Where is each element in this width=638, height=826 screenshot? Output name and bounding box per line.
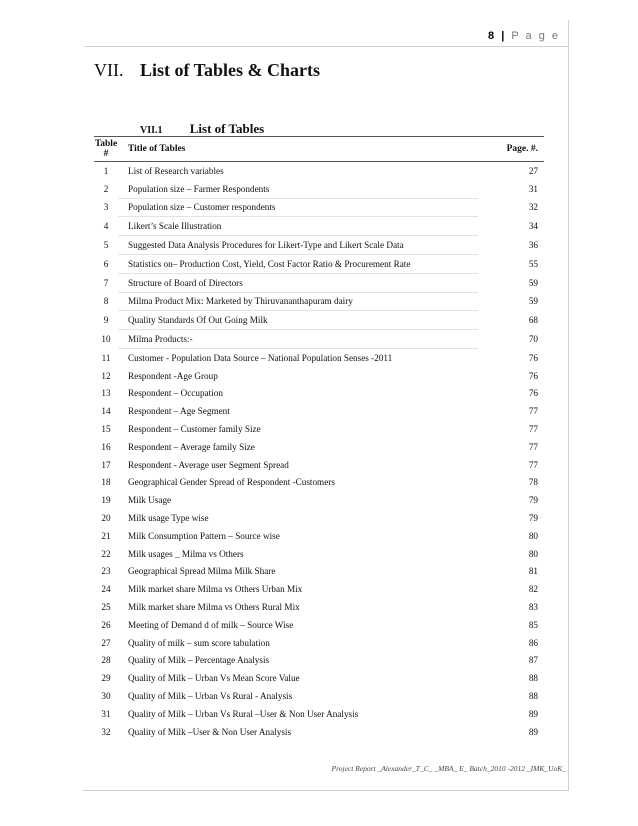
row-title: Customer - Population Data Source – National Population Senses -2011	[128, 352, 393, 363]
table-row	[94, 527, 544, 545]
row-page: 31	[528, 183, 538, 194]
row-number: 23	[101, 566, 111, 577]
row-page: 32	[528, 202, 538, 213]
row-number: 12	[101, 370, 111, 381]
row-title: Quality Standards Of Out Going Milk	[118, 311, 478, 330]
row-page: 59	[528, 296, 538, 307]
row-page: 86	[528, 637, 538, 648]
row-page: 77	[528, 424, 538, 435]
section-number: VII.	[94, 60, 124, 80]
row-number: 1	[103, 165, 109, 176]
row-number: 16	[101, 441, 111, 452]
row-number: 30	[101, 691, 111, 701]
page-label: P a g e	[511, 30, 560, 42]
table-row	[94, 598, 544, 616]
row-page: 59	[528, 277, 538, 288]
row-number: 18	[101, 477, 111, 488]
row-number: 10	[101, 334, 111, 345]
table-row	[94, 367, 544, 385]
table-row	[94, 236, 544, 255]
subsection-heading	[140, 121, 264, 137]
table-row	[94, 254, 544, 273]
row-number: 5	[103, 240, 109, 251]
row-title: Statistics on– Production Cost, Yield, Cost Factor Ratio & Procurement Rate	[118, 254, 478, 273]
row-page: 88	[528, 673, 538, 684]
row-number: 28	[101, 655, 111, 666]
table-row	[94, 456, 544, 474]
row-number: 20	[101, 513, 111, 524]
row-page: 79	[528, 513, 538, 524]
row-number: 25	[101, 602, 111, 613]
table-row	[94, 273, 544, 292]
row-title: Milk Usage	[128, 495, 172, 506]
table-body	[94, 162, 544, 741]
row-number: 15	[101, 424, 111, 435]
row-page: 83	[528, 602, 538, 613]
table-row	[94, 723, 544, 741]
row-title: Suggested Data Analysis Procedures for Likert-Type and Likert Scale Data	[118, 236, 478, 255]
row-title: Likert’s Scale Illustration	[118, 217, 478, 236]
subsection-number: VII.1	[140, 125, 163, 136]
tables-list	[94, 136, 544, 741]
row-page: 76	[528, 352, 538, 363]
table-row	[94, 180, 544, 198]
page-number: 8	[488, 30, 495, 42]
table-row	[94, 311, 544, 330]
table-row	[94, 669, 544, 687]
row-number: 24	[101, 584, 111, 595]
row-page: 87	[528, 655, 538, 666]
row-number: 6	[103, 258, 109, 269]
row-title: Respondent - Average user Segment Spread	[128, 459, 289, 470]
page-separator: |	[501, 30, 505, 42]
row-title: Milma Products:-	[118, 330, 478, 349]
row-title: Meeting of Demand d of milk – Source Wise	[128, 619, 294, 630]
row-title: Quality of Milk – Urban Vs Mean Score Value	[128, 673, 300, 684]
row-page: 76	[528, 388, 538, 399]
table-row	[94, 509, 544, 527]
table-row	[94, 652, 544, 670]
table-row	[94, 292, 544, 311]
column-header-title: Title of Tables	[118, 137, 478, 162]
table-row	[94, 705, 544, 723]
row-page: 85	[528, 619, 538, 630]
table-row	[94, 438, 544, 456]
row-page: 77	[528, 406, 538, 417]
table-row	[94, 402, 544, 420]
page-footer: Project Report _Alexander_T_C_ _MBA_ E_ Batch_2010 -2012 _IMK_UoK_	[331, 764, 566, 773]
table-row	[94, 580, 544, 598]
row-page: 80	[528, 530, 538, 541]
list-of-tables	[94, 136, 544, 741]
row-page: 88	[528, 691, 538, 701]
table-row	[94, 616, 544, 634]
row-page: 34	[528, 221, 538, 232]
row-number: 31	[101, 708, 111, 719]
row-title: Geographical Gender Spread of Respondent -Customers	[128, 477, 335, 488]
row-page: 55	[528, 258, 538, 269]
table-row	[94, 385, 544, 403]
page-header	[488, 30, 560, 42]
row-page: 36	[528, 240, 538, 251]
subsection-title: List of Tables	[189, 121, 265, 136]
table-row	[94, 330, 544, 349]
row-number: 2	[103, 183, 109, 194]
row-page: 78	[528, 477, 538, 488]
row-title: Geographical Spread Milma Milk Share	[128, 566, 276, 577]
row-page: 80	[528, 548, 538, 559]
table-row	[94, 348, 544, 366]
row-title: Quality of Milk – Urban Vs Rural - Analysis	[128, 691, 293, 701]
row-page: 89	[528, 708, 538, 719]
table-row	[94, 420, 544, 438]
section-heading	[94, 60, 320, 81]
row-title: Population size – Farmer Respondents	[118, 180, 478, 198]
row-title: Respondent – Average family Size	[128, 441, 255, 452]
column-header-number	[94, 137, 118, 162]
row-title: Quality of Milk – Percentage Analysis	[128, 655, 270, 666]
row-number: 29	[101, 673, 111, 684]
row-number: 11	[101, 352, 111, 363]
row-number: 9	[103, 315, 109, 326]
column-header-number-line2: #	[103, 149, 109, 159]
row-number: 19	[101, 495, 111, 506]
table-row	[94, 198, 544, 217]
row-number: 4	[103, 221, 109, 232]
row-page: 68	[528, 315, 538, 326]
row-page: 70	[528, 334, 538, 345]
row-title: Respondent – Customer family Size	[128, 424, 261, 435]
header-rule	[84, 46, 568, 47]
table-row	[94, 162, 544, 180]
row-title: Respondent -Age Group	[128, 370, 218, 381]
row-number: 7	[103, 277, 109, 288]
column-header-number-line1: Table	[94, 139, 118, 149]
row-title: Milk Consumption Pattern – Source wise	[128, 530, 280, 541]
row-page: 77	[528, 441, 538, 452]
row-title: Milk market share Milma vs Others Rural Mix	[128, 602, 300, 613]
row-page: 81	[528, 566, 538, 577]
table-header-row	[94, 137, 544, 162]
row-title: Quality of Milk – Urban Vs Rural –User & Non User Analysis	[128, 708, 359, 719]
row-title: Structure of Board of Directors	[118, 273, 478, 292]
row-title: Milk usage Type wise	[128, 513, 209, 524]
table-row	[94, 491, 544, 509]
table-row	[94, 474, 544, 492]
row-page: 77	[528, 459, 538, 470]
row-page: 76	[528, 370, 538, 381]
row-title: Respondent – Age Segment	[128, 406, 230, 417]
row-page: 82	[528, 584, 538, 595]
row-page: 79	[528, 495, 538, 506]
row-page: 89	[528, 726, 538, 737]
table-row	[94, 687, 544, 705]
row-number: 3	[103, 202, 109, 213]
row-title: Respondent – Occupation	[128, 388, 223, 399]
column-header-page: Page. #.	[478, 137, 544, 162]
row-title: List of Research variables	[128, 165, 224, 176]
row-number: 8	[103, 296, 109, 307]
table-row	[94, 217, 544, 236]
row-page: 27	[528, 165, 538, 176]
row-title: Milma Product Mix: Marketed by Thiruvananthapuram dairy	[118, 292, 478, 311]
section-title: List of Tables & Charts	[140, 60, 321, 80]
row-number: 32	[101, 726, 111, 737]
row-title: Quality of milk – sum score tabulation	[128, 637, 270, 648]
row-number: 26	[101, 619, 111, 630]
row-number: 14	[101, 406, 111, 417]
row-number: 21	[101, 530, 111, 541]
table-row	[94, 563, 544, 581]
row-title: Population size – Customer respondents	[118, 198, 478, 217]
row-title: Milk market share Milma vs Others Urban Mix	[128, 584, 303, 595]
row-title: Quality of Milk –User & Non User Analysis	[128, 726, 292, 737]
row-number: 22	[101, 548, 111, 559]
table-row	[94, 634, 544, 652]
row-number: 13	[101, 388, 111, 399]
row-title: Milk usages _ Milma vs Others	[128, 548, 244, 559]
row-number: 17	[101, 459, 111, 470]
table-row	[94, 545, 544, 563]
row-number: 27	[101, 637, 111, 648]
